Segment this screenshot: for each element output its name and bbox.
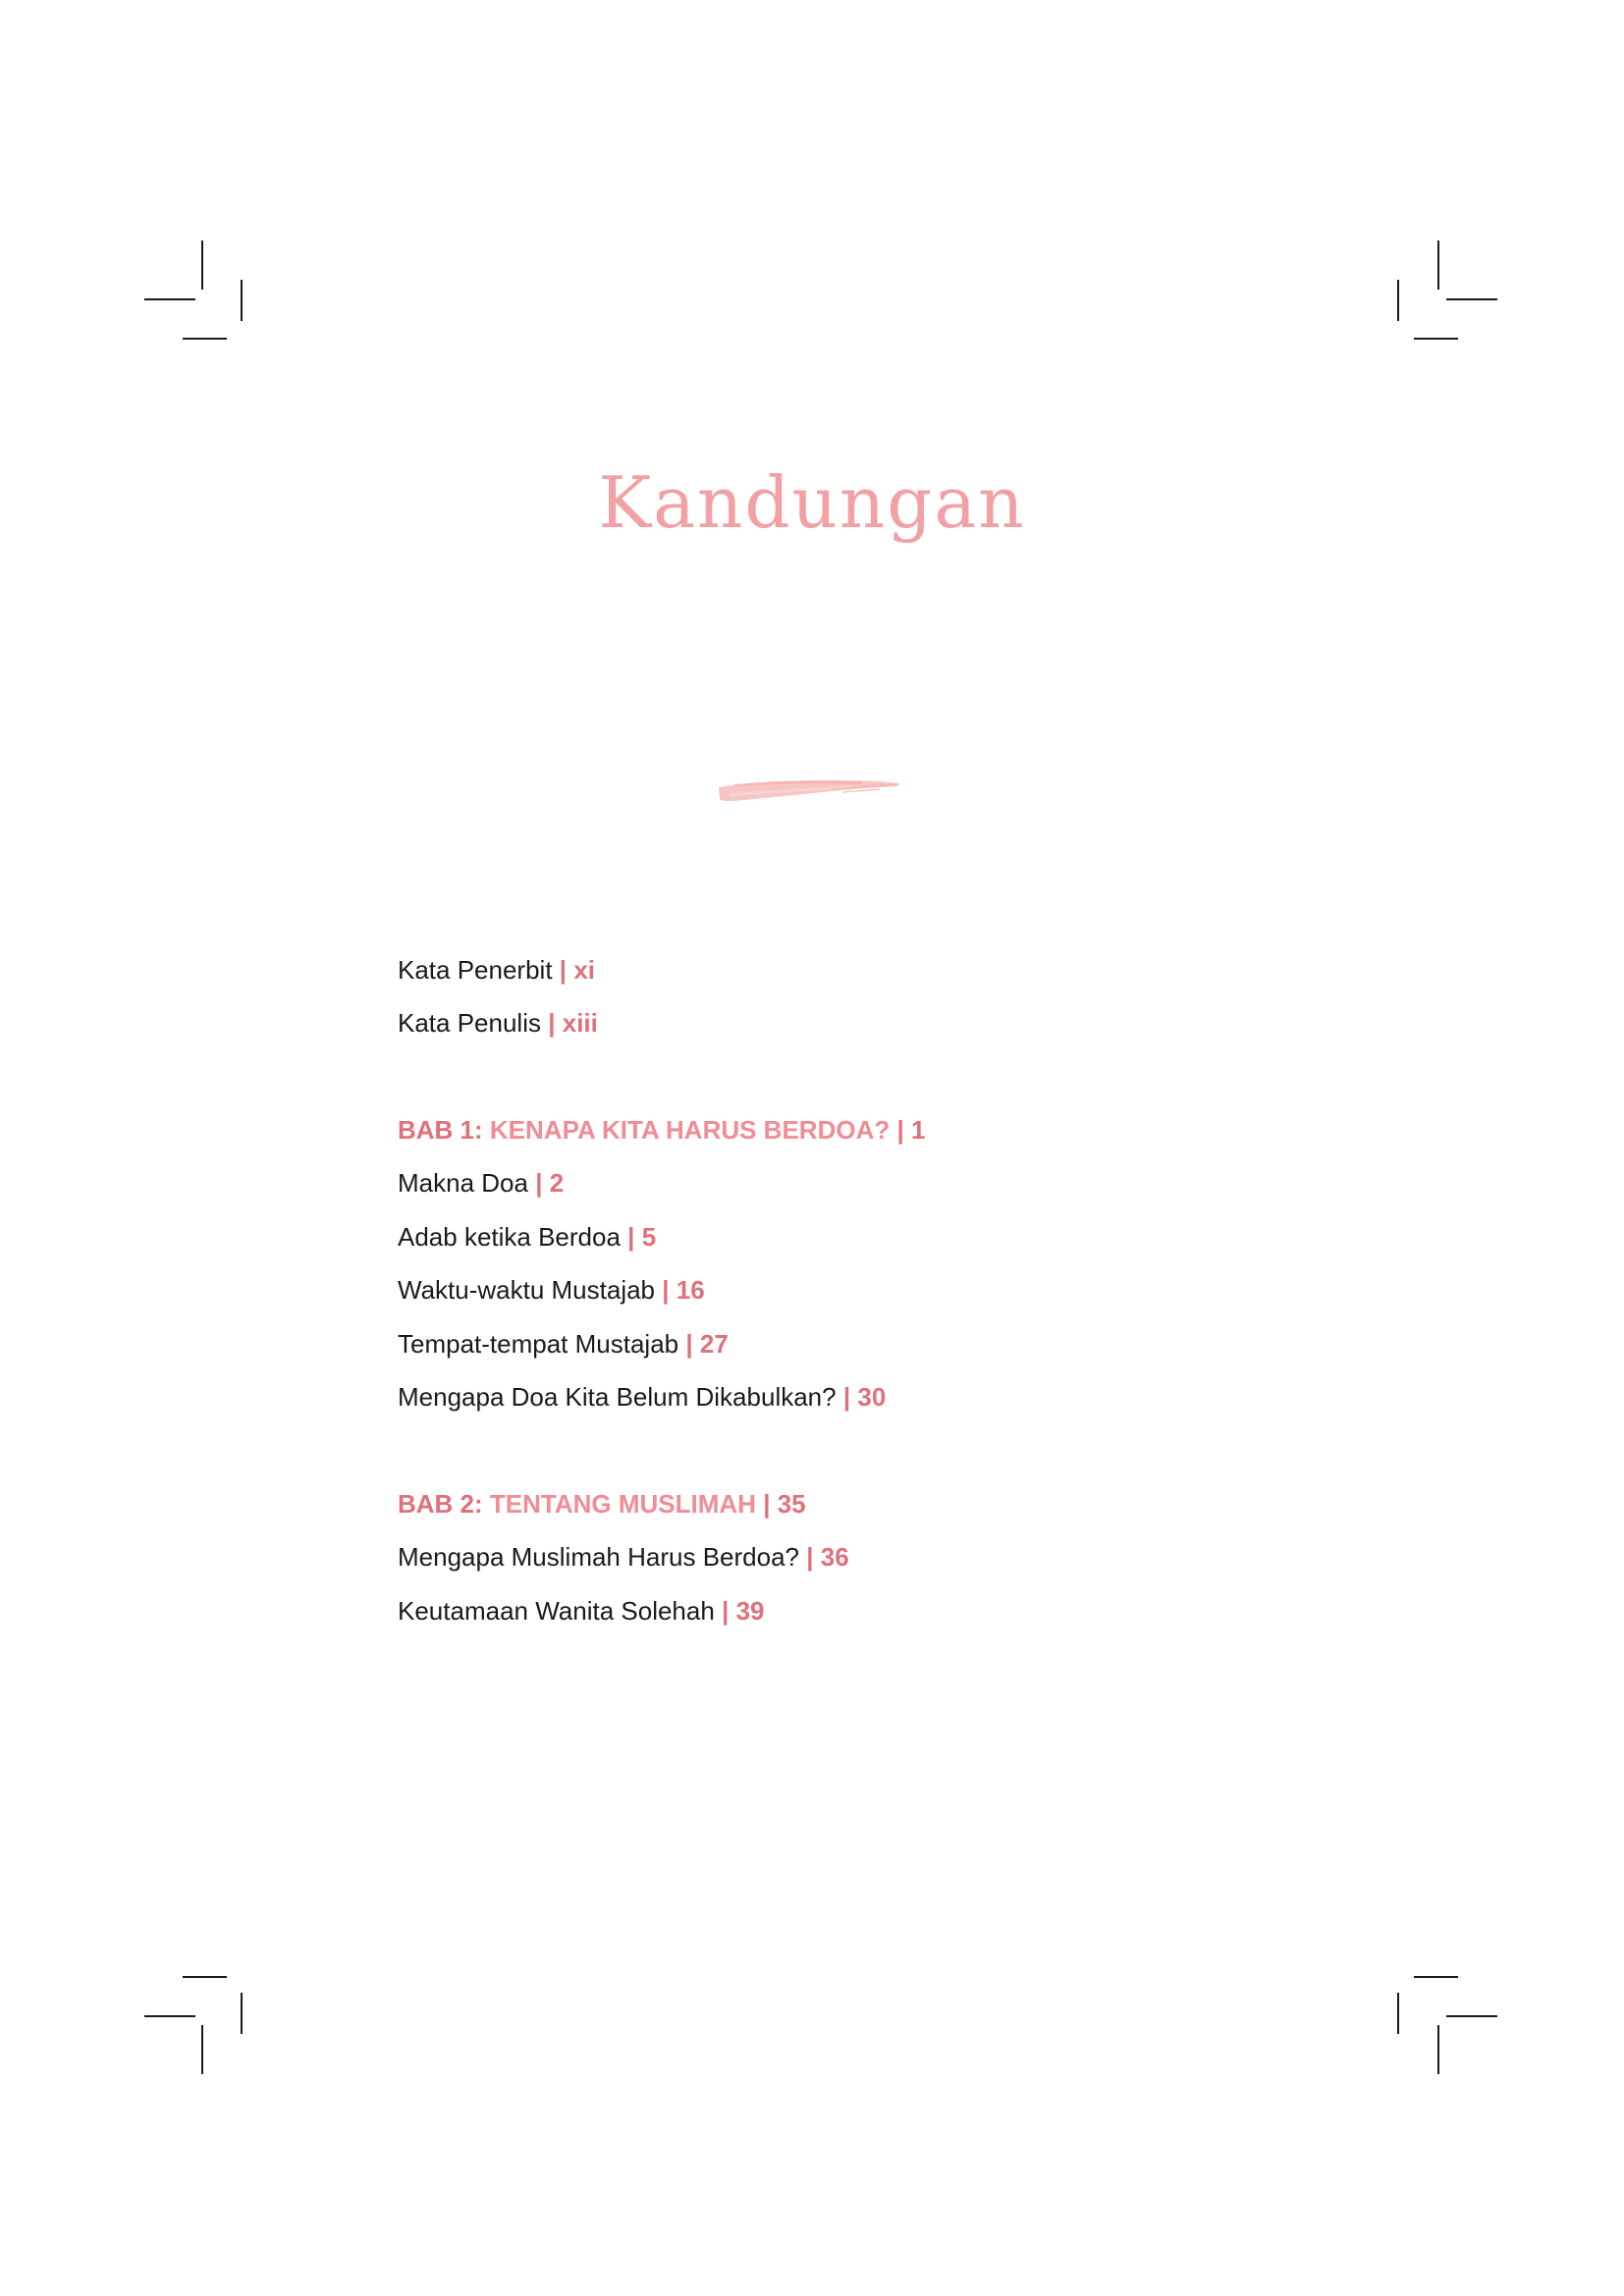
crop-mark-bottom-left-horizontal-outer bbox=[144, 2015, 195, 2017]
toc-separator: | bbox=[559, 955, 568, 985]
toc-page-number: xiii bbox=[562, 1008, 598, 1038]
crop-mark-bottom-right-horizontal-outer bbox=[1446, 2015, 1497, 2017]
toc-separator: | bbox=[685, 1329, 693, 1359]
toc-entry-kata-penerbit[interactable] bbox=[398, 955, 595, 985]
toc-page-number: 39 bbox=[735, 1596, 765, 1626]
toc-entry-label: Tempat-tempat Mustajab bbox=[398, 1329, 679, 1359]
toc-entry-mengapa-muslimah-harus-berdoa[interactable] bbox=[398, 1542, 849, 1572]
toc-separator: | bbox=[535, 1168, 543, 1198]
toc-separator: | bbox=[722, 1596, 730, 1626]
toc-separator: | bbox=[548, 1008, 556, 1038]
toc-page-number: 35 bbox=[777, 1489, 806, 1519]
toc-page-number: 36 bbox=[820, 1542, 849, 1572]
toc-entry-keutamaan-wanita-solehah[interactable] bbox=[398, 1596, 764, 1626]
toc-chapter-title: KENAPA KITA HARUS BERDOA? bbox=[489, 1115, 891, 1145]
brush-stroke-decoration bbox=[715, 774, 901, 813]
toc-page-number: 16 bbox=[676, 1275, 705, 1305]
crop-mark-top-left-horizontal-inner bbox=[183, 338, 227, 340]
toc-entry-tempat-tempat-mustajab[interactable] bbox=[398, 1329, 729, 1359]
toc-entry-kata-penulis[interactable] bbox=[398, 1008, 598, 1038]
toc-separator: | bbox=[842, 1382, 851, 1412]
toc-entry-mengapa-doa-belum-dikabulkan[interactable] bbox=[398, 1382, 886, 1412]
toc-page-number: 2 bbox=[549, 1168, 565, 1198]
crop-mark-top-right-horizontal-inner bbox=[1414, 338, 1458, 340]
toc-separator: | bbox=[763, 1489, 771, 1519]
toc-chapter-number: BAB 1: bbox=[398, 1115, 483, 1145]
toc-separator: | bbox=[662, 1275, 670, 1305]
toc-chapter-bab-1[interactable] bbox=[398, 1115, 925, 1145]
crop-mark-top-right-horizontal-outer bbox=[1446, 298, 1497, 300]
toc-separator: | bbox=[627, 1222, 635, 1252]
crop-mark-top-left-vertical-inner bbox=[241, 280, 243, 321]
crop-mark-top-right-vertical-outer bbox=[1437, 240, 1439, 290]
crop-mark-bottom-left-horizontal-inner bbox=[183, 1976, 227, 1978]
toc-chapter-title: TENTANG MUSLIMAH bbox=[489, 1489, 756, 1519]
crop-mark-top-left-horizontal-outer bbox=[144, 298, 195, 300]
toc-entry-label: Waktu-waktu Mustajab bbox=[398, 1275, 656, 1305]
crop-mark-top-left-vertical-outer bbox=[201, 240, 203, 290]
crop-mark-bottom-left-vertical-outer bbox=[201, 2025, 203, 2074]
toc-page-number: 1 bbox=[911, 1115, 926, 1145]
toc-separator: | bbox=[806, 1542, 814, 1572]
toc-chapter-number: BAB 2: bbox=[398, 1489, 483, 1519]
toc-entry-label: Adab ketika Berdoa bbox=[398, 1222, 621, 1252]
toc-page-number: 27 bbox=[699, 1329, 729, 1359]
toc-entry-makna-doa[interactable] bbox=[398, 1168, 564, 1198]
crop-mark-bottom-right-vertical-inner bbox=[1397, 1993, 1399, 2034]
toc-page-number: xi bbox=[573, 955, 595, 985]
page-title: Kandungan bbox=[598, 461, 1026, 544]
toc-entry-label: Kata Penerbit bbox=[398, 955, 553, 985]
toc-entry-label: Mengapa Doa Kita Belum Dikabulkan? bbox=[398, 1382, 837, 1412]
crop-mark-bottom-right-vertical-outer bbox=[1437, 2025, 1439, 2074]
toc-separator: | bbox=[896, 1115, 904, 1145]
toc-entry-label: Makna Doa bbox=[398, 1168, 528, 1198]
crop-mark-top-right-vertical-inner bbox=[1397, 280, 1399, 321]
toc-page-number: 30 bbox=[857, 1382, 887, 1412]
toc-entry-waktu-waktu-mustajab[interactable] bbox=[398, 1275, 705, 1305]
toc-page-number: 5 bbox=[641, 1222, 657, 1252]
toc-entry-label: Keutamaan Wanita Solehah bbox=[398, 1596, 715, 1626]
crop-mark-bottom-left-vertical-inner bbox=[241, 1993, 243, 2034]
crop-mark-bottom-right-horizontal-inner bbox=[1414, 1976, 1458, 1978]
toc-chapter-bab-2[interactable] bbox=[398, 1489, 806, 1519]
toc-entry-label: Kata Penulis bbox=[398, 1008, 541, 1038]
toc-entry-adab-ketika-berdoa[interactable] bbox=[398, 1222, 656, 1252]
toc-entry-label: Mengapa Muslimah Harus Berdoa? bbox=[398, 1542, 799, 1572]
